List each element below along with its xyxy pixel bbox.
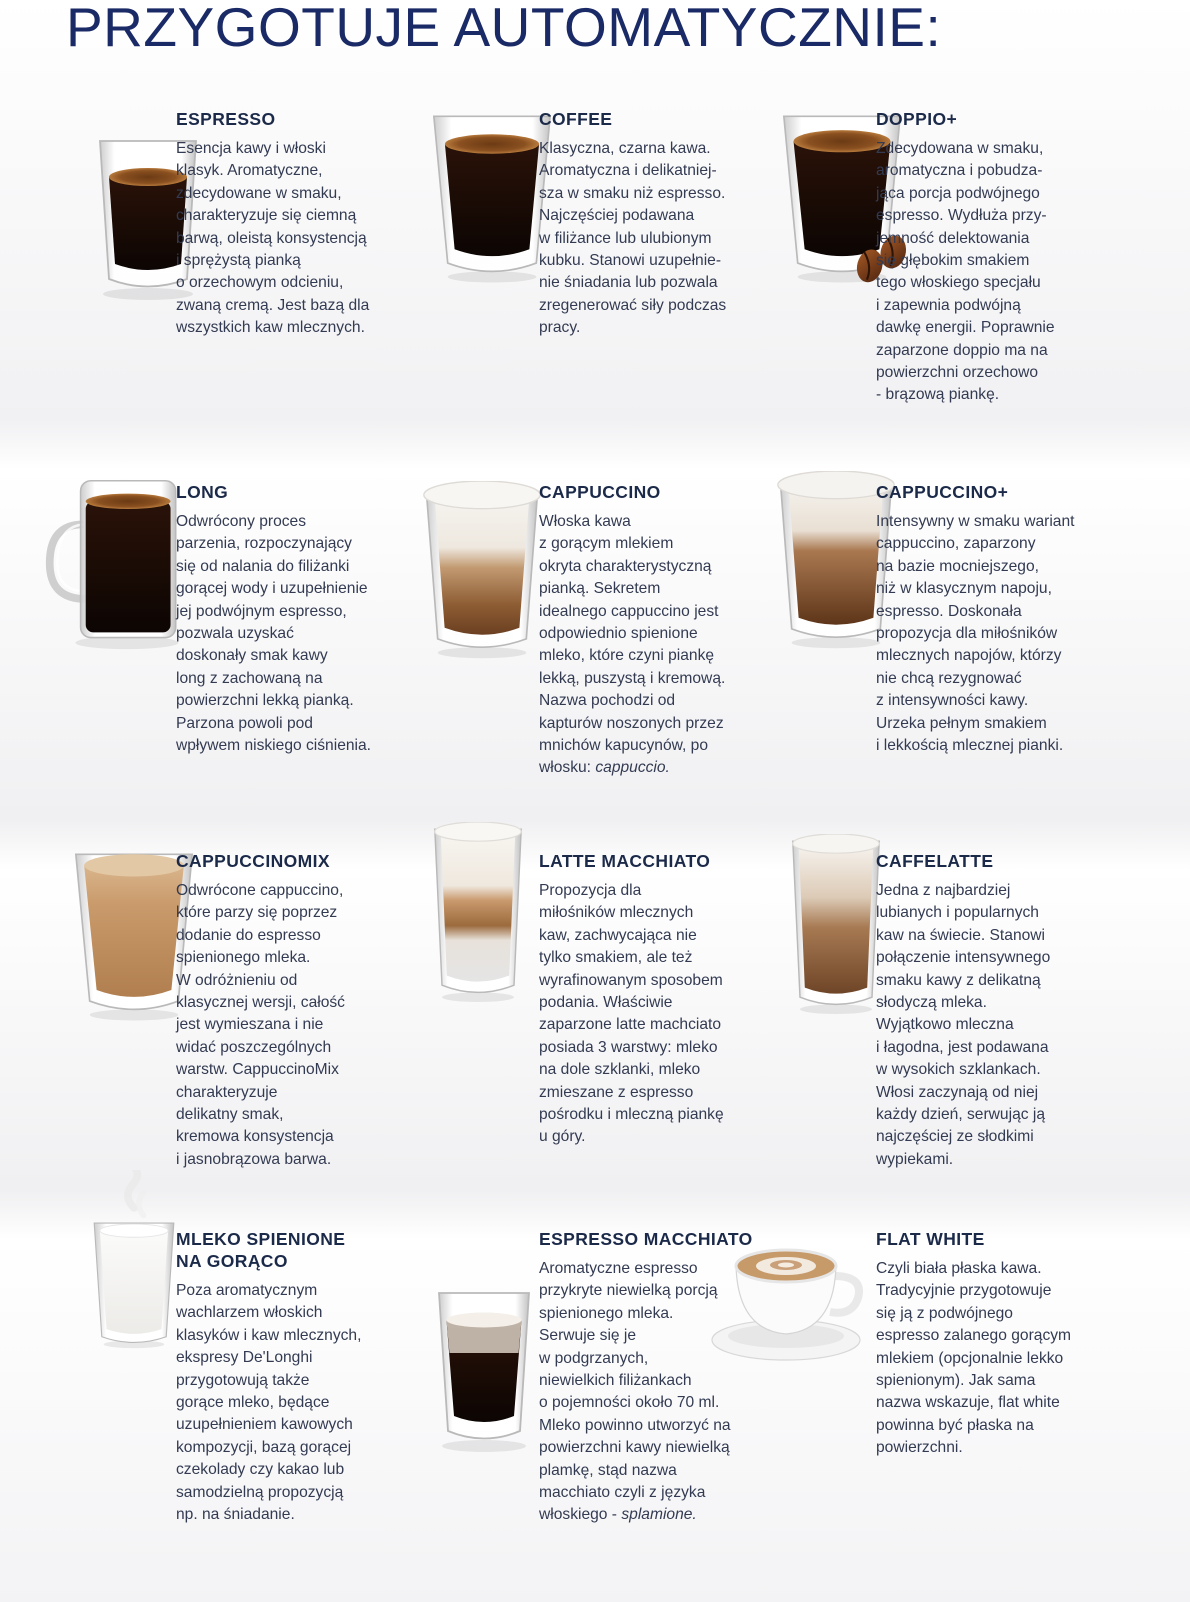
drink-card-latte-macchiato <box>412 850 762 1220</box>
drink-card-doppio <box>764 108 1114 478</box>
latte-macchiato-glass-icon <box>398 822 558 1002</box>
drink-card-long <box>60 481 410 851</box>
drink-description: Odwrócony proces parzenia, rozpoczynający się od nalania do filiżanki gorącej wody i uzupełnienie jej podwójnym espresso, pozwala uzyskać doskonały smak kawy long z zachowaną na powierzchni lekką pianką. Parzona powoli pod wpływem niskiego ciśnienia. <box>176 513 372 755</box>
drink-heading: CAPPUCCINO <box>539 482 661 502</box>
drink-heading: LATTE MACCHIATO <box>539 851 711 871</box>
drink-description: Zdecydowana w smaku, aromatyczna i pobudza- jąca porcja podwójnego espresso. Wydłuża przy- jemność delektowania się głębokim smakiem tego włoskiego specjału i zapewnia podwójną dawkę energii. Poprawnie zaparzone doppio ma na powierzchni orzechowo - brązową piankę. <box>876 140 1055 404</box>
drink-description: Włoska kawa z gorącym mlekiem okryta charakterystyczną pianką. Sekretem idealnego cappuccino jest odpowiednio spienione mleko, które czyni piankę lekką, puszystą i kremową. Nazwa pochodzi od kapturów noszonych przez mnichów kapucynów, po włosku: cappuccio. <box>539 513 726 777</box>
drink-description: Jedna z najbardziej lubianych i popularnych kaw na świecie. Stanowi połączenie intensywnego smaku kawy z delikatną słodyczą mleka. Wyjątkowo mleczna i łagodna, jest podawana w wysokich szklankach. Włosi zaczynają od niej każdy dzień, serwując ją najczęściej ze słodkimi wypiekami. <box>876 882 1051 1168</box>
drink-heading: MLEKO SPIENIONE NA GORĄCO <box>176 1229 346 1271</box>
drink-heading: CAFFELATTE <box>876 851 994 871</box>
drink-card-coffee <box>412 108 762 478</box>
drink-description: Czyli biała płaska kawa. Tradycyjnie przygotowuje się ją z podwójnego espresso zalanego gorącym mlekiem (opcjonalnie lekko spienionym). Jak sama nazwa wskazuje, flat white powinna być płaska na powierzchni. <box>876 1260 1072 1457</box>
drink-card-cappuccinomix <box>60 850 410 1220</box>
drink-card-espresso <box>60 108 410 478</box>
drink-description: Intensywny w smaku wariant cappuccino, zaparzony na bazie mocniejszego, niż w klasycznym napoju, espresso. Doskonała propozycja dla miłośników mlecznych napojów, którzy nie chcą rezygnować z intensywności kawy. Urzeka pełnym smakiem i lekkością mlecznej pianki. <box>876 513 1075 755</box>
drink-heading: ESPRESSO MACCHIATO <box>539 1229 753 1249</box>
drink-card-hot-milk <box>60 1228 410 1598</box>
flat-white-cup-icon <box>706 1236 876 1366</box>
drink-heading: FLAT WHITE <box>876 1229 985 1249</box>
drink-description: Poza aromatycznym wachlarzem włoskich klasyków i kaw mlecznych, ekspresy De'Longhi przygotowują także gorące mleko, będące uzupełnieniem kawowych kompozycji, bazą gorącej czekolady czy kakao lub samodzielną propozycją np. na śniadanie. <box>176 1282 362 1524</box>
long-mug-icon <box>34 473 194 653</box>
cappuccino-glass-icon <box>402 481 562 661</box>
drink-heading: ESPRESSO <box>176 109 276 129</box>
drink-card-cappuccino-plus <box>764 481 1114 851</box>
drink-description: Odwrócone cappuccino, które parzy się poprzez dodanie do espresso spienionego mleka. W odróżnieniu od klasycznej wersji, całość jest wymieszana i nie widać poszczególnych warstw. CappuccinoMix charakteryzuje delikatny smak, kremowa konsystencja i jasnobrązowa barwa. <box>176 882 345 1168</box>
drink-card-flat-white <box>764 1228 1114 1598</box>
page-title: PRZYGOTUJE AUTOMATYCZNIE: <box>66 0 942 58</box>
drink-heading: COFFEE <box>539 109 613 129</box>
drink-heading: CAPPUCCINOMIX <box>176 851 330 871</box>
drink-description: Klasyczna, czarna kawa. Aromatyczna i delikatniej- sza w smaku niż espresso. Najczęściej podawana w filiżance lub ulubionym kubku. Stanowi uzupełnie- nie śniadania lub pozwala zregenerować siły podczas pracy. <box>539 140 727 337</box>
drink-heading: LONG <box>176 482 229 502</box>
drink-card-cappuccino <box>412 481 762 851</box>
drink-heading: DOPPIO+ <box>876 109 958 129</box>
drink-description: Aromatyczne espresso przykryte niewielką porcją spienionego mleka. Serwuje się je w podgrzanych, niewielkich filiżankach o pojemności około 70 ml. Mleko powinno utworzyć na powierzchni kawy niewielką plamkę, stąd nazwa macchiato czyli z języka włoskiego - splamione. <box>539 1260 731 1524</box>
drink-card-caffelatte <box>764 850 1114 1220</box>
drink-heading: CAPPUCCINO+ <box>876 482 1009 502</box>
drink-description: Propozycja dla miłośników mlecznych kaw, zachwycająca nie tylko smakiem, ale też wyrafinowanym sposobem podania. Właściwie zaparzone latte machciato posiada 3 warstwy: mleko na dole szklanki, mleko zmieszane z espresso pośrodku i mleczną piankę u góry. <box>539 882 724 1146</box>
drink-description: Esencja kawy i włoski klasyk. Aromatyczne, zdecydowane w smaku, charakteryzuje się ciemną barwą, oleistą konsystencją i sprężystą pianką o orzechowym odcieniu, zwaną cremą. Jest bazą dla wszystkich kaw mlecznych. <box>176 140 370 337</box>
